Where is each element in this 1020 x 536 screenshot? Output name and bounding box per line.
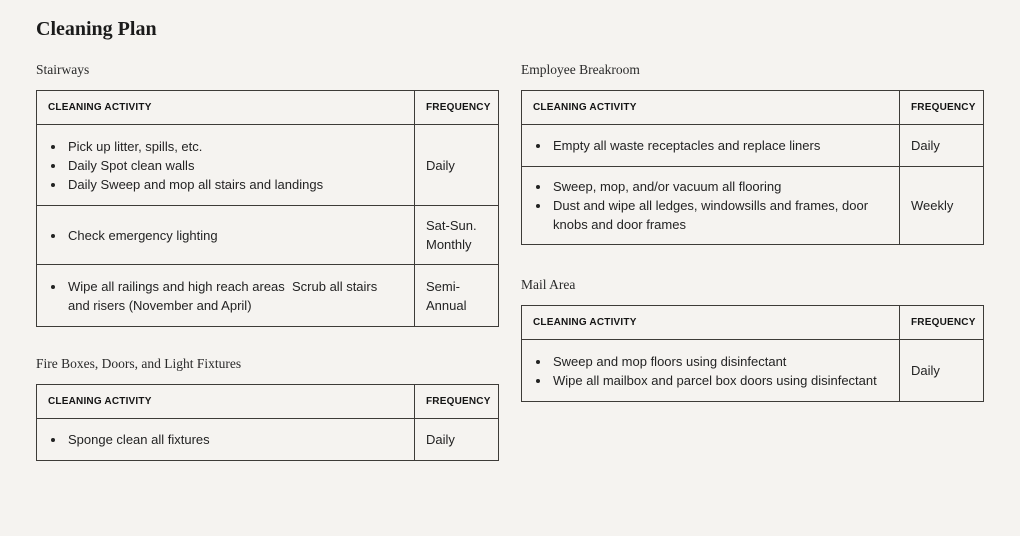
column-header-activity: CLEANING ACTIVITY (522, 306, 900, 340)
activity-list (37, 226, 402, 245)
activity-item: • Daily Spot clean walls (66, 156, 402, 175)
table-row (37, 125, 499, 206)
section-stairways (36, 63, 499, 327)
column-header-activity: CLEANING ACTIVITY (522, 91, 900, 125)
header-row (37, 91, 499, 125)
page-title: Cleaning Plan (36, 18, 157, 40)
header-row (37, 385, 499, 419)
activity-list (522, 136, 887, 155)
activity-item: • Check emergency lighting (66, 226, 402, 245)
section-breakroom (521, 63, 984, 245)
table-row (522, 340, 984, 402)
activity-item: • Sponge clean all fixtures (66, 430, 402, 449)
cleaning-table-mail-area (521, 305, 984, 402)
activity-item: • Daily Sweep and mop all stairs and landings (66, 175, 402, 194)
activity-item: • Sweep and mop floors using disinfectant (551, 352, 887, 371)
frequency-value: Daily (900, 340, 984, 402)
frequency-value: Daily (415, 419, 499, 461)
section-label-stairways: Stairways (36, 62, 90, 77)
table-row (37, 206, 499, 265)
activity-list (37, 430, 402, 449)
activity-item: • Empty all waste receptacles and replace liners (551, 136, 887, 155)
header-row (522, 91, 984, 125)
section-label-fire-boxes: Fire Boxes, Doors, and Light Fixtures (36, 356, 242, 371)
cleaning-table-breakroom (521, 90, 984, 245)
section-mail-area (521, 278, 984, 402)
cleaning-table-stairways (36, 90, 499, 327)
activity-list (37, 277, 402, 315)
table-row (37, 265, 499, 327)
section-fire-boxes (36, 357, 499, 461)
header-row (522, 306, 984, 340)
frequency-value: Weekly (900, 167, 984, 245)
activity-list (522, 177, 887, 234)
section-label-mail-area: Mail Area (521, 277, 576, 292)
activity-item: • Wipe all mailbox and parcel box doors using disinfectant (551, 371, 887, 390)
frequency-value: Daily (900, 125, 984, 167)
activity-item: • Sweep, mop, and/or vacuum all flooring (551, 177, 887, 196)
column-header-frequency: FREQUENCY (415, 385, 499, 419)
cleaning-table-fire-boxes (36, 384, 499, 461)
frequency-value: Sat-Sun. Monthly (415, 206, 499, 265)
activity-list (37, 137, 402, 194)
activity-item: • Pick up litter, spills, etc. (66, 137, 402, 156)
activity-list (522, 352, 887, 390)
column-header-frequency: FREQUENCY (415, 91, 499, 125)
column-header-frequency: FREQUENCY (900, 306, 984, 340)
activity-item: • Dust and wipe all ledges, windowsills and frames, door knobs and door frames (551, 196, 887, 234)
activity-item: • Wipe all railings and high reach areas Scrub all stairs and risers (November and April) (66, 277, 402, 315)
frequency-value: Semi-Annual (415, 265, 499, 327)
column-header-activity: CLEANING ACTIVITY (37, 91, 415, 125)
column-header-activity: CLEANING ACTIVITY (37, 385, 415, 419)
section-label-breakroom: Employee Breakroom (521, 62, 640, 77)
table-row (522, 125, 984, 167)
frequency-value: Daily (415, 125, 499, 206)
column-header-frequency: FREQUENCY (900, 91, 984, 125)
table-row (37, 419, 499, 461)
table-row (522, 167, 984, 245)
